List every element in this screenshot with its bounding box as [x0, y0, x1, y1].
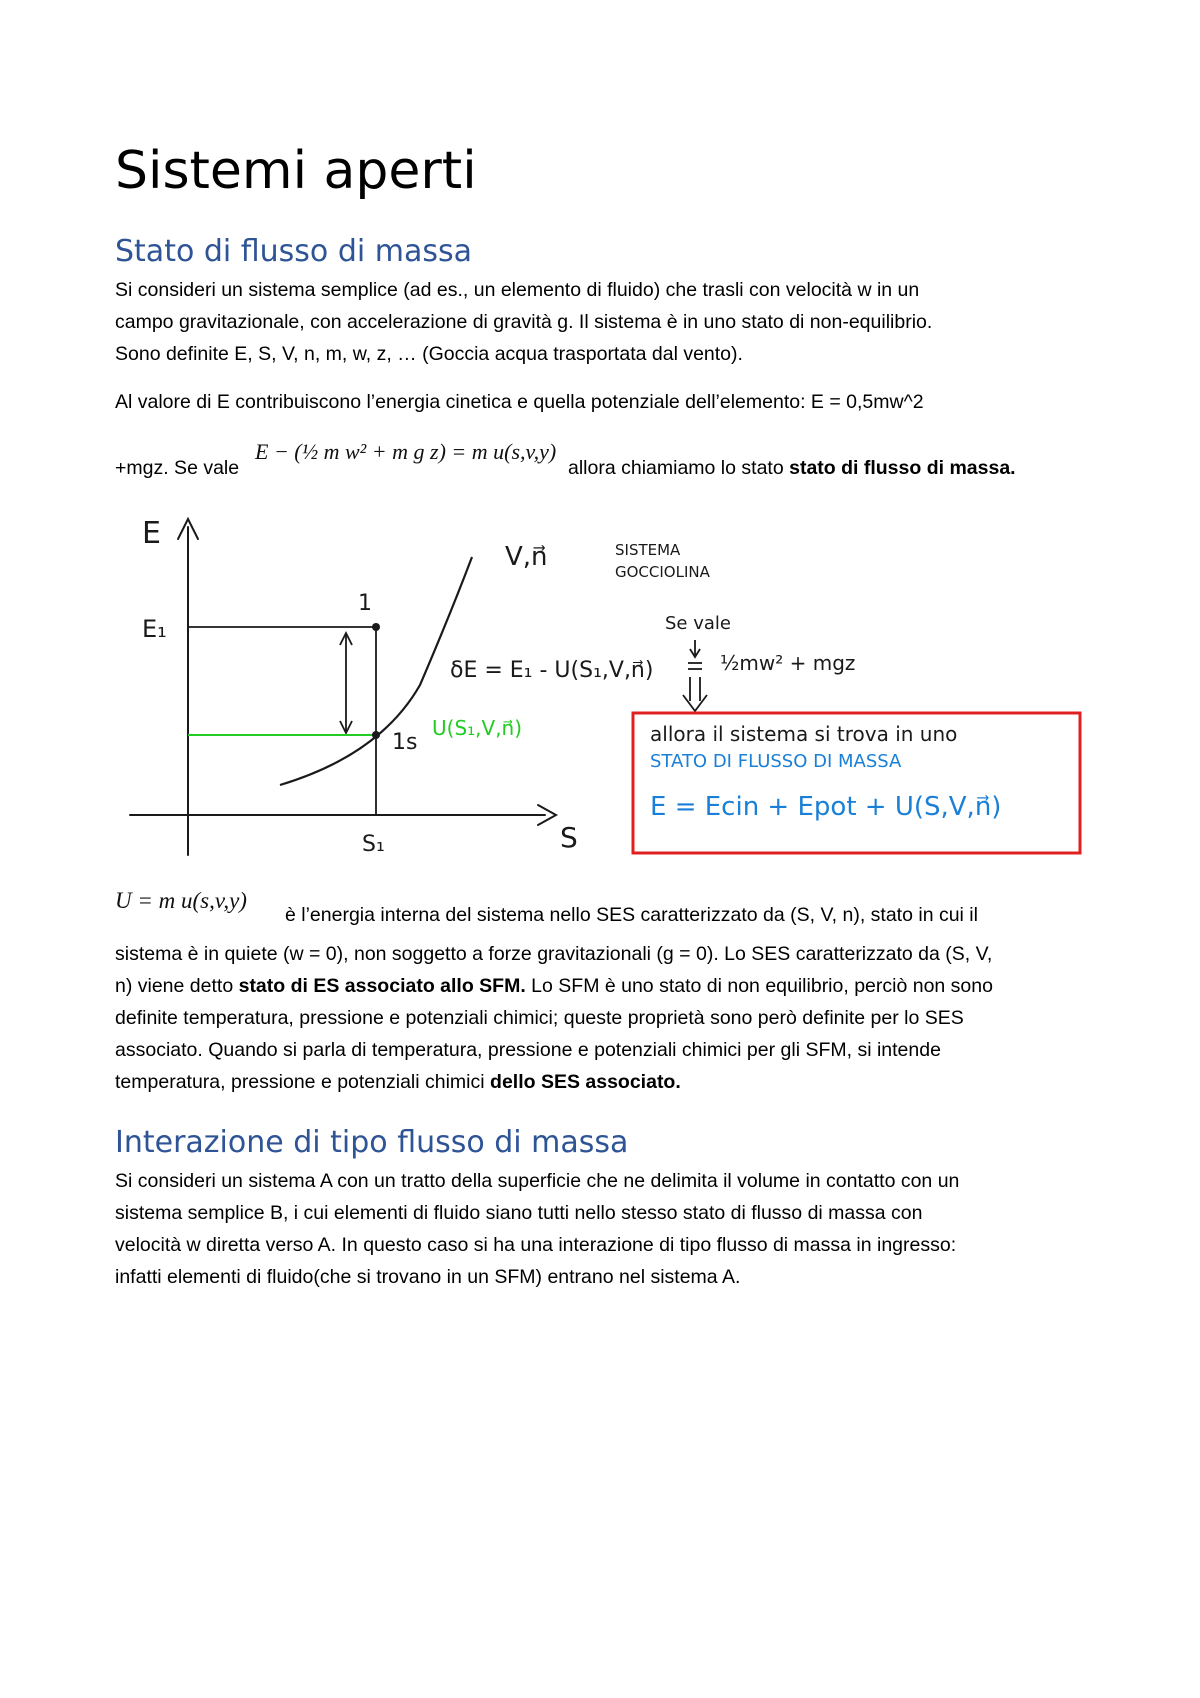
flow-state-diagram [120, 505, 1100, 875]
label-u-green: U(S₁,V,n⃗) [432, 716, 523, 740]
text-line: infatti elementi di fluido(che si trovano in un SFM) entrano nel sistema A. [115, 1266, 741, 1288]
axis-label-e: E [142, 516, 161, 551]
text-fragment [568, 457, 1016, 480]
label-delta-e: δE = E₁ - U(S₁,V,n⃗) [450, 658, 654, 683]
text-line: campo gravitazionale, con accelerazione di gravità g. Il sistema è in uno stato di non-equilibrio. [115, 311, 933, 333]
text-fragment: +mgz. Se vale [115, 457, 240, 479]
text-line: definite temperatura, pressione e potenziali chimici; queste proprietà sono però definite per lo SES [115, 1007, 964, 1029]
paragraph-intro [115, 274, 1095, 370]
paragraph-interazione [115, 1165, 1095, 1293]
label-se-vale: Se vale [665, 613, 731, 634]
page-title: Sistemi aperti [115, 141, 477, 201]
formula-u: U = m u(s,v,y) [115, 888, 247, 913]
point-1s [372, 731, 380, 739]
box-line-stato: STATO DI FLUSSO DI MASSA [650, 751, 902, 772]
implies-arrowhead [683, 695, 707, 711]
paragraph-energy-line2 [115, 433, 1115, 487]
label-e1: E₁ [142, 615, 167, 643]
text-line: Al valore di E contribuiscono l’energia cinetica e quella potenziale dell’elemento: E = 0,5mw^2 [115, 391, 924, 413]
paragraph-internal-energy-line1 [115, 888, 1115, 932]
diagram-guides [188, 627, 376, 815]
text-line: velocità w diretta verso A. In questo caso si ha una interazione di tipo flusso di massa in ingresso: [115, 1234, 957, 1256]
text-fragment-bold: dello SES associato. [490, 1071, 681, 1093]
text-fragment-plain: n) viene detto [115, 975, 234, 997]
text-line: Si consideri un sistema A con un tratto della superficie che ne delimita il volume in contatto con un [115, 1170, 960, 1192]
implication-arrows [683, 640, 707, 711]
label-s1: S₁ [362, 832, 385, 857]
text-line: associato. Quando si parla di temperatura, pressione e potenziali chimici per gli SFM, si intende [115, 1039, 941, 1061]
diagram-axes [130, 519, 556, 855]
text-line: Si consideri un sistema semplice (ad es., un elemento di fluido) che trasli con velocità w in un [115, 279, 920, 301]
text-fragment-plain: temperatura, pressione e potenziali chimici [115, 1071, 485, 1093]
section-heading-interazione: Interazione di tipo flusso di massa [115, 1125, 629, 1160]
text-fragment-bold: stato di ES associato allo SFM. [238, 975, 526, 997]
axis-label-s: S [560, 821, 578, 854]
text-fragment-plain: allora chiamiamo lo stato [568, 457, 784, 479]
label-point-1s: 1s [392, 730, 418, 755]
paragraph-internal-energy [115, 938, 1095, 1098]
label-curve: V,n⃗ [505, 542, 548, 572]
formula-condition: E − (½ m w² + m g z) = m u(s,v,y) [255, 439, 557, 464]
point-1 [372, 623, 380, 631]
text-line: sistema semplice B, i cui elementi di fluido siano tutti nello stesso stato di flusso di massa con [115, 1202, 923, 1224]
label-point-1: 1 [358, 591, 372, 616]
label-kinetic-potential: ½mw² + mgz [720, 651, 856, 675]
text-fragment-bold: stato di flusso di massa. [789, 457, 1016, 479]
text-fragment-plain: Lo SFM è uno stato di non equilibrio, perciò non sono [531, 975, 993, 997]
text-line: Sono definite E, S, V, n, m, w, z, … (Goccia acqua trasportata dal vento). [115, 343, 743, 365]
text-fragment: è l’energia interna del sistema nello SES caratterizzato da (S, V, n), stato in cui il [285, 904, 978, 926]
text-line [115, 1066, 1095, 1098]
label-sistema: SISTEMA [615, 541, 681, 559]
box-line-equation: E = Ecin + Epot + U(S,V,n⃗) [650, 792, 1002, 822]
text-line: sistema è in quiete (w = 0), non soggetto a forze gravitazionali (g = 0). Lo SES caratterizzato da (S, V, [115, 943, 993, 965]
label-gocciolina: GOCCIOLINA [615, 563, 710, 581]
box-line-allora: allora il sistema si trova in uno [650, 722, 958, 746]
section-heading-stato-flusso: Stato di flusso di massa [115, 234, 472, 269]
text-line [115, 970, 1095, 1002]
paragraph-energy [115, 386, 1095, 418]
